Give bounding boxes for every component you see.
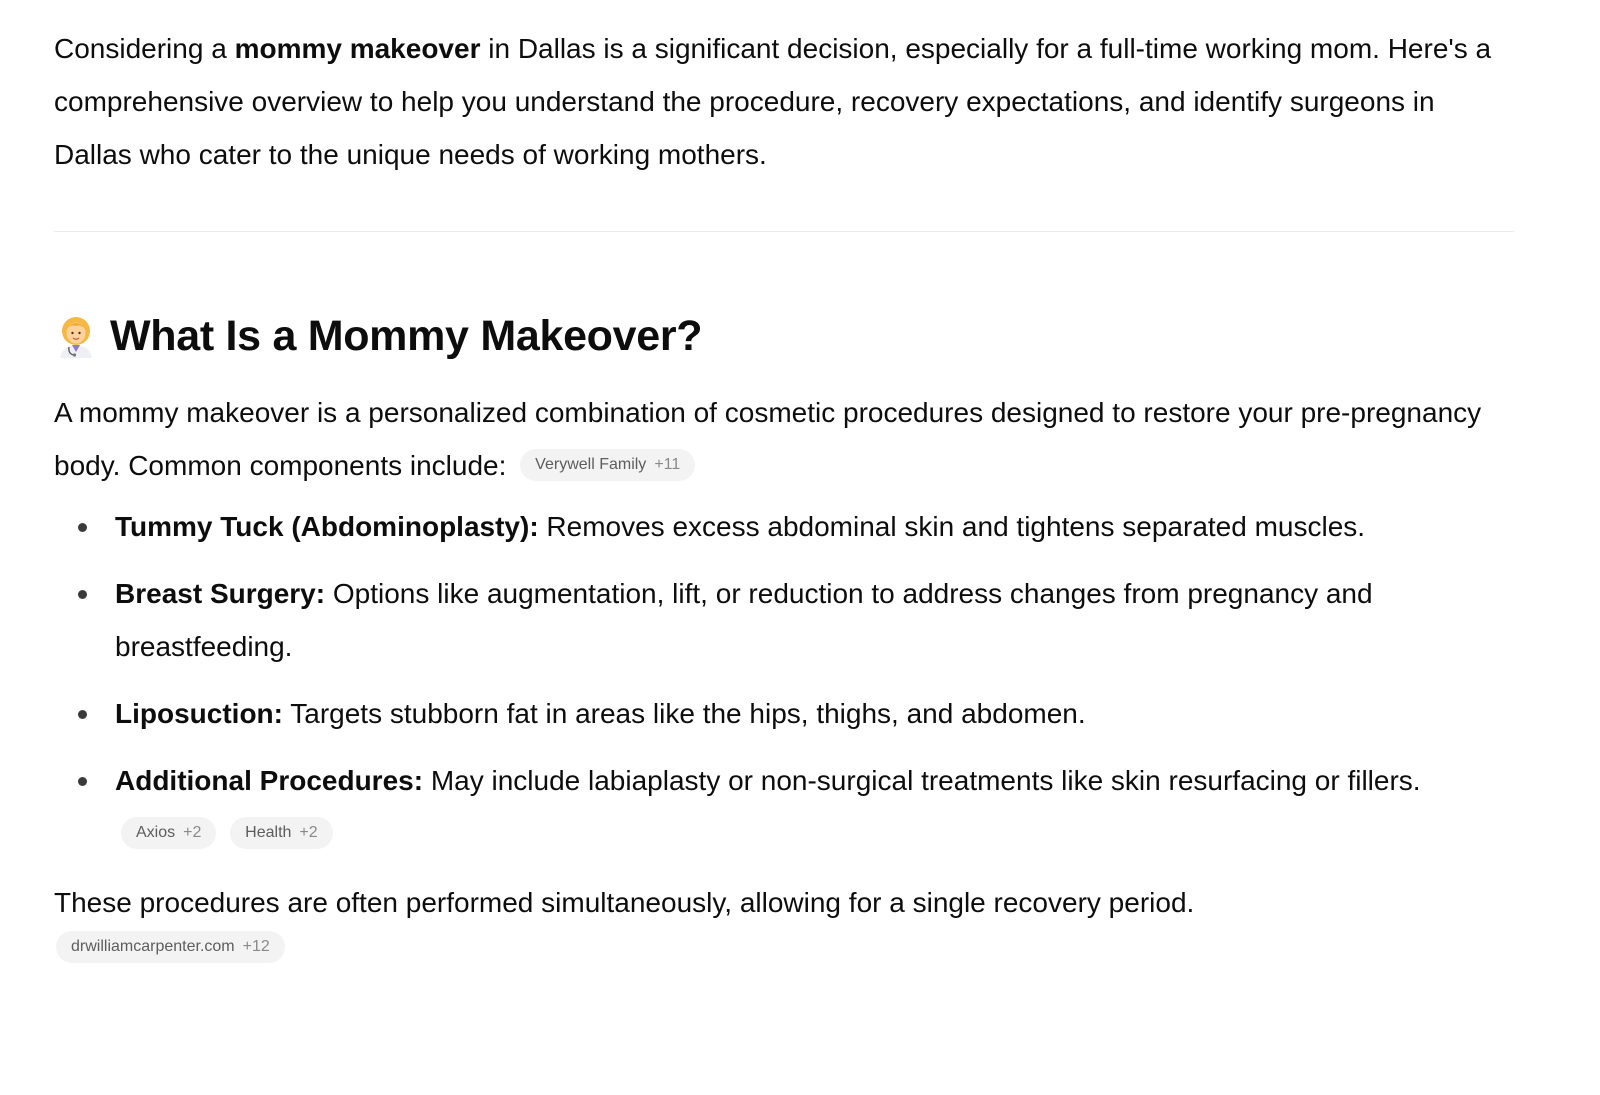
source-chip-count: +2 [299, 823, 318, 841]
list-item [54, 754, 1514, 860]
section-description [54, 386, 1514, 492]
source-chip-label: Health [245, 823, 292, 841]
section-title: What Is a Mommy Makeover? [110, 311, 703, 360]
section-heading [54, 306, 1514, 366]
bullet-icon [78, 710, 87, 719]
section-divider [54, 231, 1514, 232]
list-item-term: Liposuction: [115, 698, 283, 729]
source-chip-count: +2 [183, 823, 202, 841]
closing-sources [56, 931, 1514, 963]
list-item-term: Additional Procedures: [115, 765, 424, 796]
list-item [54, 687, 1514, 740]
bullet-icon [78, 777, 87, 786]
bullet-icon [78, 590, 87, 599]
list-item-term: Tummy Tuck (Abdominoplasty): [115, 511, 539, 542]
source-chip-count: +11 [654, 455, 681, 473]
list-item-text: May include labiaplasty or non-surgical treatments like skin resurfacing or fillers. [423, 765, 1421, 796]
source-chip-drwilliamcarpenter[interactable] [56, 931, 285, 963]
bullet-icon [78, 523, 87, 532]
intro-text-start: Considering a [54, 33, 235, 64]
list-item [54, 567, 1514, 673]
list-item-text: Options like augmentation, lift, or reduction to address changes from pregnancy and breastfeeding. [115, 578, 1373, 662]
source-chip-verywell[interactable] [520, 449, 695, 481]
intro-paragraph [54, 22, 1514, 181]
list-item-term: Breast Surgery: [115, 578, 326, 609]
source-chip-label: drwilliamcarpenter.com [71, 938, 235, 955]
closing-paragraph: These procedures are often performed simultaneously, allowing for a single recovery period. [54, 887, 1195, 918]
intro-text-end: in Dallas is a significant decision, especially for a full-time working mom. Here's a comprehensive overview to help you understand the procedure, recovery expectations, and identify surgeons in Dallas who cater to the unique needs of working mothers. [54, 33, 1492, 170]
intro-bold-term: mommy makeover [234, 33, 481, 64]
woman-health-worker-icon [54, 314, 98, 358]
source-chip-label: Verywell Family [535, 455, 647, 473]
source-chip-axios[interactable] [121, 817, 216, 849]
source-chip-count: +12 [242, 938, 270, 955]
source-chip-label: Axios [136, 823, 176, 841]
description-text: A mommy makeover is a personalized combination of cosmetic procedures designed to restore your pre-pregnancy body. Common components include: [54, 397, 1482, 481]
list-item [54, 500, 1514, 553]
source-chip-health[interactable] [230, 817, 333, 849]
response-content [54, 22, 1514, 963]
list-item-text: Targets stubborn fat in areas like the hips, thighs, and abdomen. [282, 698, 1086, 729]
procedure-list [54, 500, 1514, 860]
list-item-text: Removes excess abdominal skin and tightens separated muscles. [538, 511, 1366, 542]
